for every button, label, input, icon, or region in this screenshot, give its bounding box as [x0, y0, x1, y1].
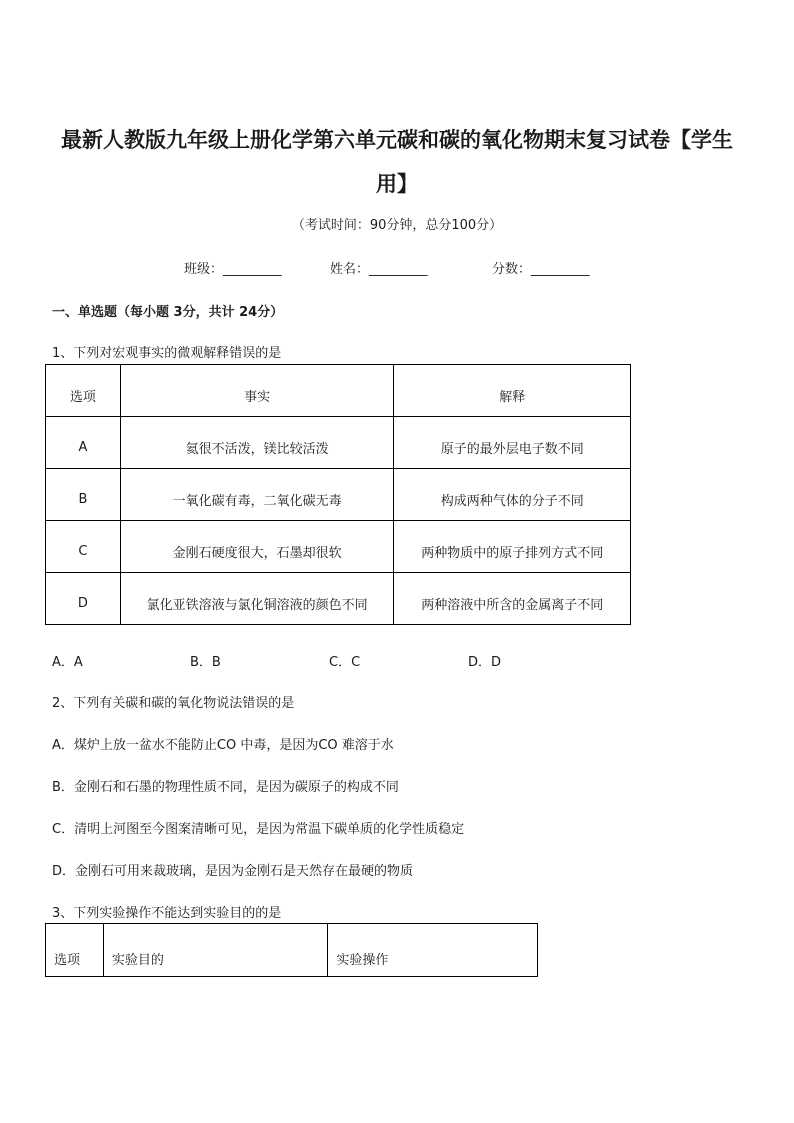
table-row: [46, 521, 631, 573]
table-cell: D: [46, 573, 121, 625]
table-cell: A: [46, 417, 121, 469]
table-row: [46, 417, 631, 469]
question-2-option-a: A．煤炉上放一盆水不能防止CO 中毒，是因为CO 难溶于水: [52, 738, 394, 753]
score-field: 分数：_________: [492, 262, 590, 277]
table-header-cell: 解释: [394, 365, 631, 417]
table-header-cell: 选项: [46, 365, 121, 417]
name-field: 姓名：_________: [330, 262, 428, 277]
table-cell: B: [46, 469, 121, 521]
class-field: 班级：_________: [184, 262, 282, 277]
table-cell: 构成两种气体的分子不同: [394, 469, 631, 521]
question-2-option-b: B．金刚石和石墨的物理性质不同，是因为碳原子的构成不同: [52, 780, 399, 795]
table-cell: C: [46, 521, 121, 573]
question-2-option-d: D．金刚石可用来裁玻璃，是因为金刚石是天然存在最硬的物质: [52, 864, 414, 879]
section-heading-single-choice: 一、单选题（每小题 3分，共计 24分）: [52, 305, 284, 320]
question-2-option-c: C．清明上河图至今图案清晰可见，是因为常温下碳单质的化学性质稳定: [52, 822, 465, 837]
exam-time-note: （考试时间：90分钟，总分100分）: [291, 218, 503, 233]
question-1-option-b: B．B: [190, 655, 221, 670]
table-cell: 原子的最外层电子数不同: [394, 417, 631, 469]
table-header-cell: 实验目的: [103, 924, 328, 977]
table-cell: 两种溶液中所含的金属离子不同: [394, 573, 631, 625]
table-cell: 一氧化碳有毒，二氧化碳无毒: [120, 469, 394, 521]
question-2-stem: 2、下列有关碳和碳的氧化物说法错误的是: [52, 696, 295, 711]
question-1-option-a: A．A: [52, 655, 83, 670]
table-cell: 氦很不活泼，镁比较活泼: [120, 417, 394, 469]
table-header-cell: 实验操作: [328, 924, 538, 977]
question-1-option-c: C．C: [329, 655, 361, 670]
table-cell: 金刚石硬度很大，石墨却很软: [120, 521, 394, 573]
table-header-cell: 事实: [120, 365, 394, 417]
table-header-cell: 选项: [46, 924, 104, 977]
table-header-row: [46, 924, 538, 977]
question-1-option-d: D．D: [468, 655, 502, 670]
question-1-stem: 1、下列对宏观事实的微观解释错误的是: [52, 346, 282, 361]
table-cell: 氯化亚铁溶液与氯化铜溶液的颜色不同: [120, 573, 394, 625]
question-3-stem: 3、下列实验操作不能达到实验目的的是: [52, 906, 282, 921]
table-cell: 两种物质中的原子排列方式不同: [394, 521, 631, 573]
table-header-row: [46, 365, 631, 417]
question-1-table: [45, 364, 631, 625]
table-row: [46, 469, 631, 521]
page-title: 最新人教版九年级上册化学第六单元碳和碳的氧化物期末复习试卷【学生用】: [61, 127, 733, 196]
question-3-table: [45, 923, 538, 977]
table-row: [46, 573, 631, 625]
